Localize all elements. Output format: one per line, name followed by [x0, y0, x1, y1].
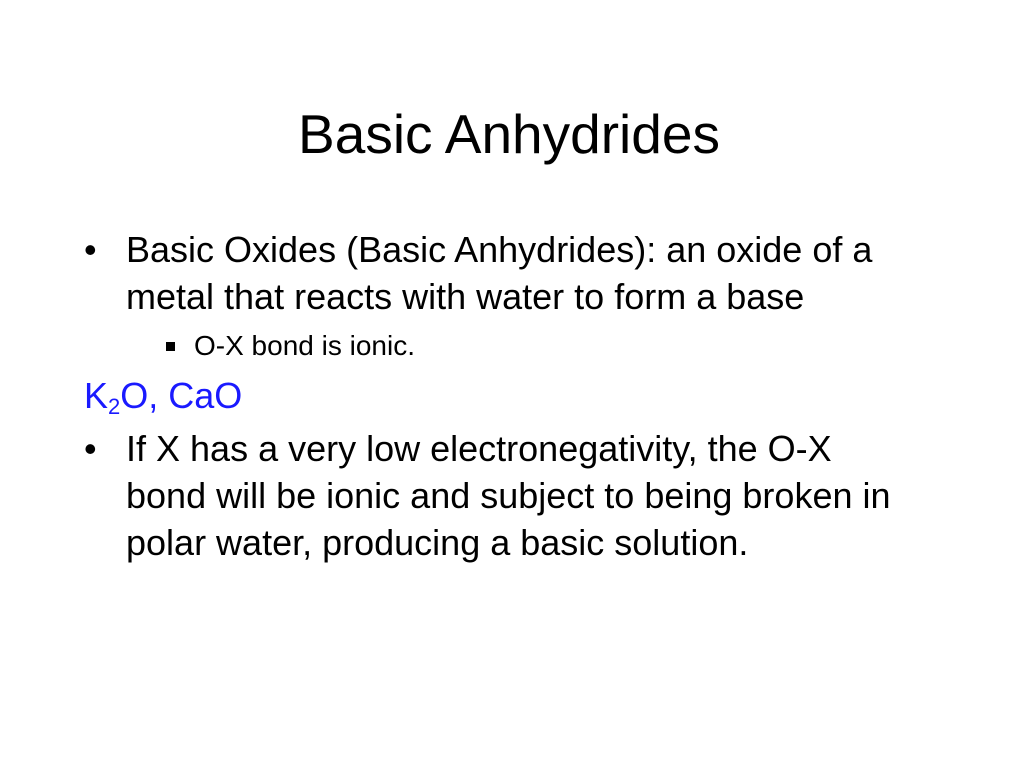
sub-bullet-text: O-X bond is ionic.: [194, 330, 415, 361]
slide-body: [84, 226, 944, 574]
square-bullet-icon: [166, 342, 175, 351]
bullet-item-electronegativity: [84, 425, 944, 566]
bullet-item-basic-oxides: [84, 226, 944, 320]
chemical-formula-examples: [84, 372, 944, 419]
bullet-marker: •: [84, 229, 97, 270]
formula-subscript: 2: [108, 394, 121, 419]
sub-bullet-item-ionic-bond: [166, 328, 944, 364]
bullet-text: If X has a very low electronegativity, the O-X bond will be ionic and subject to being broken in polar water, producing a basic solution.: [126, 428, 891, 563]
bullet-text: Basic Oxides (Basic Anhydrides): an oxide of a metal that reacts with water to form a base: [126, 229, 873, 317]
bullet-marker: •: [84, 428, 97, 469]
formula-k: K: [84, 375, 109, 416]
formula-rest: O, CaO: [120, 375, 243, 416]
slide-title: Basic Anhydrides: [298, 103, 720, 165]
